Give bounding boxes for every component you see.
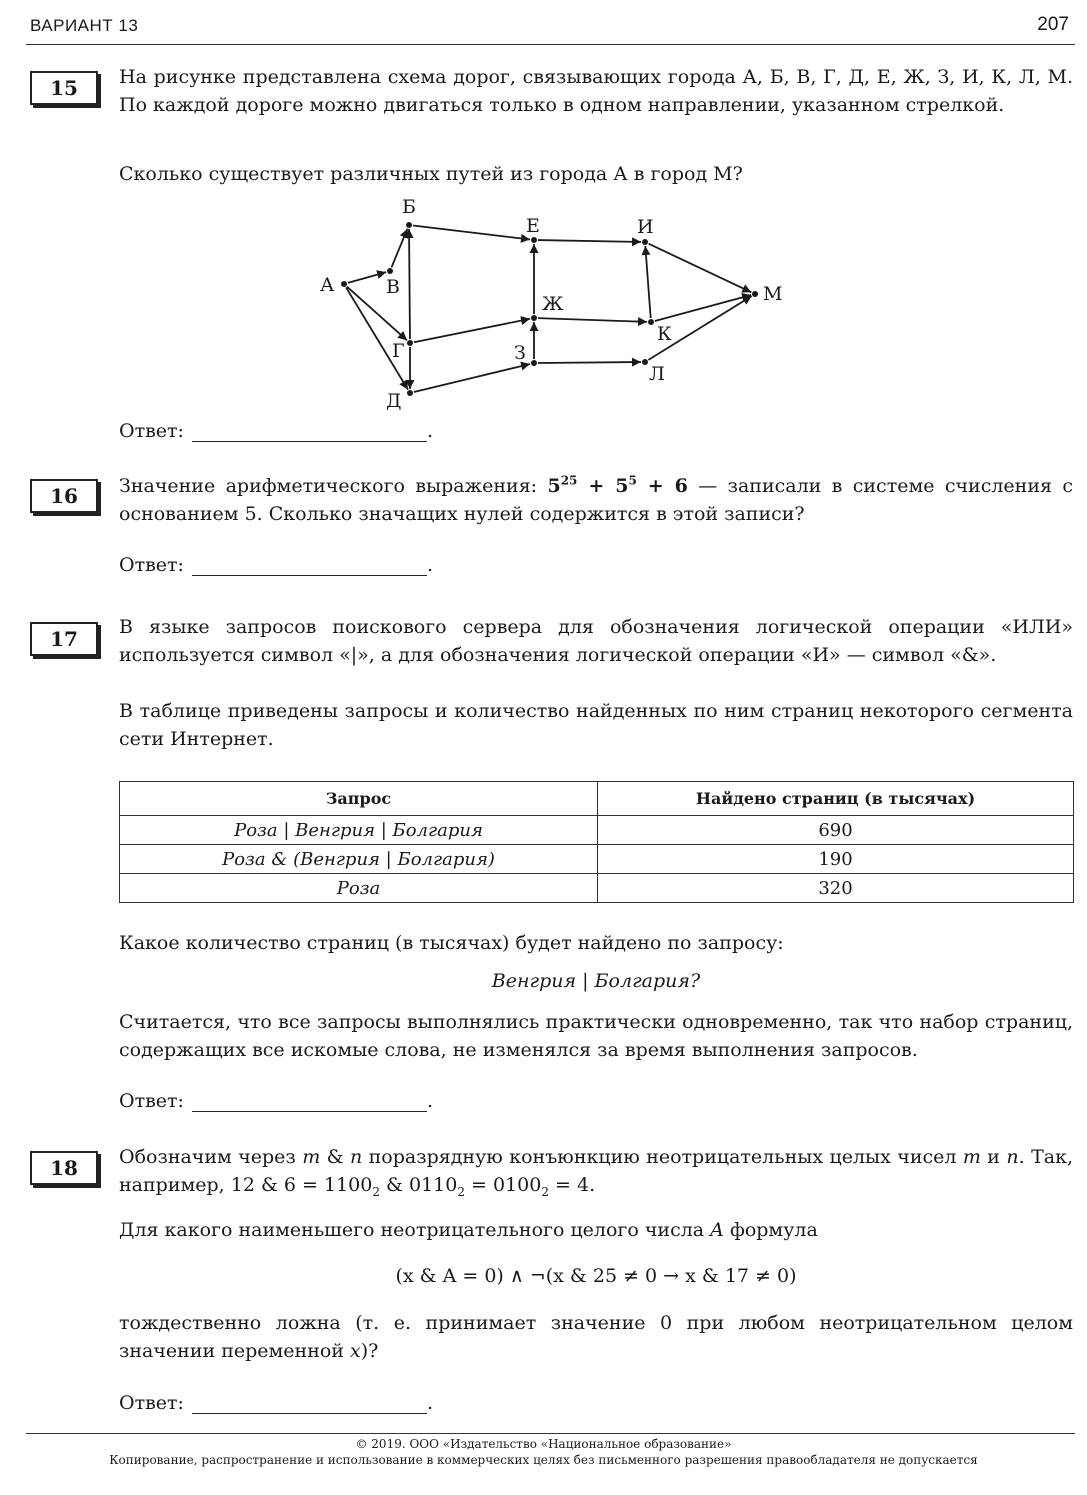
city-node <box>407 390 413 396</box>
city-node <box>341 281 347 287</box>
task-18-condition: тождественно ложна (т. е. принимает значение 0 при любом неотрицательном целом значении переменной x)? <box>119 1312 1073 1362</box>
city-node <box>531 237 537 243</box>
city-label: Л <box>649 363 665 385</box>
task-15-question: Сколько существует различных путей из города А в город М? <box>119 163 743 185</box>
city-node <box>648 319 654 325</box>
task-17-question: Какое количество страниц (в тысячах) будет найдено по запросу: <box>119 932 784 954</box>
city-node <box>407 340 413 346</box>
city-node <box>642 239 648 245</box>
city-label: Е <box>526 215 540 237</box>
copyright-notice: Копирование, распространение и использование в коммерческих целях без письменного разрешения правообладателя не допускается <box>109 1453 978 1467</box>
task-18-formula: (x & A = 0) ∧ ¬(x & 25 ≠ 0 → x & 17 ≠ 0) <box>395 1265 797 1287</box>
table-row <box>120 874 1074 903</box>
task-17-intro: В языке запросов поискового сервера для обозначения логической операции «ИЛИ» используется символ «|», а для обозначения логической операции «И» — символ «&». <box>119 616 1073 666</box>
table-header: Найдено страниц (в тысячах) <box>598 782 1074 816</box>
task-17-note: Считается, что все запросы выполнялись практически одновременно, так что набор страниц, содержащих все искомые слова, не изменялся за время выполнения запросов. <box>119 1011 1073 1061</box>
city-node <box>387 268 393 274</box>
answer-field[interactable] <box>192 1091 427 1112</box>
city-node <box>531 360 537 366</box>
road-a-v <box>348 272 386 283</box>
task-16-text: Значение арифметического выражения: $5^{25} + 5^5 + 6$ — записали в системе счисления с основанием 5. Сколько значащих нулей содержится в этой записи? <box>119 473 1074 525</box>
query-cell: Роза <box>120 874 598 903</box>
road-e-i <box>538 240 641 242</box>
answer-dot: . <box>426 1090 433 1112</box>
city-label: Ж <box>542 293 564 315</box>
table-header-row <box>120 782 1074 816</box>
road-i-m <box>649 244 752 293</box>
query-cell: Роза | Венгрия | Болгария <box>120 816 598 845</box>
footer-divider <box>26 1433 1075 1434</box>
answer-label: Ответ: <box>119 420 184 442</box>
task-17-intro2: В таблице приведены запросы и количество найденных по ним страниц некоторого сегмента сети Интернет. <box>119 700 1073 750</box>
city-node <box>406 222 412 228</box>
road-zh-k <box>538 318 647 322</box>
city-label: Д <box>386 390 402 412</box>
city-node <box>752 291 758 297</box>
variant-title: ВАРИАНТ 13 <box>30 16 139 35</box>
task-18-question: Для какого наименьшего неотрицательного целого числа A формула <box>119 1219 818 1241</box>
answer-label: Ответ: <box>119 1392 184 1414</box>
answer-field[interactable] <box>192 1393 427 1414</box>
copyright: © 2019. ООО «Издательство «Национальное образование» <box>355 1437 732 1451</box>
city-node <box>531 315 537 321</box>
task-16-number: 16 <box>30 479 98 513</box>
road-g-zh <box>414 319 530 342</box>
city-node <box>642 359 648 365</box>
task-15-answer <box>119 420 433 442</box>
task-17-number: 17 <box>30 622 98 656</box>
query-cell: Роза & (Венгрия | Болгария) <box>120 845 598 874</box>
task-15-number: 15 <box>30 71 98 105</box>
road-d-z <box>414 364 530 392</box>
page-number: 207 <box>1037 14 1069 35</box>
city-label: К <box>657 323 672 345</box>
task-16-answer <box>119 554 433 576</box>
answer-field[interactable] <box>192 421 427 442</box>
city-label: А <box>320 274 335 296</box>
task-18-definition: Обозначим через m & n поразрядную конъюнкцию неотрицательных целых чисел m и n. Так, например, 12 & $6 = 1100_2$ & $0110_2 = 0100_2 = 4$. <box>119 1146 1074 1199</box>
road-a-d <box>346 287 408 389</box>
city-label: В <box>386 276 400 298</box>
city-label: И <box>637 216 654 238</box>
count-cell: 690 <box>598 816 1074 845</box>
answer-dot: . <box>426 420 433 442</box>
road-g-b <box>409 229 410 339</box>
road-b-e <box>413 225 530 239</box>
task-17-query: Венгрия | Болгария? <box>491 970 701 992</box>
table-header: Запрос <box>120 782 598 816</box>
city-label: М <box>763 283 783 305</box>
table-row <box>120 845 1074 874</box>
task-18-number: 18 <box>30 1151 98 1185</box>
answer-dot: . <box>426 1392 433 1414</box>
task-18-answer <box>119 1392 433 1414</box>
road-graph <box>0 0 1087 420</box>
task-17-answer <box>119 1090 433 1112</box>
road-z-l <box>538 362 641 363</box>
answer-dot: . <box>426 554 433 576</box>
road-v-b <box>392 229 408 268</box>
count-cell: 320 <box>598 874 1074 903</box>
answer-label: Ответ: <box>119 554 184 576</box>
answer-field[interactable] <box>192 555 427 576</box>
query-table <box>119 781 1074 903</box>
city-label: Г <box>392 340 405 362</box>
count-cell: 190 <box>598 845 1074 874</box>
answer-label: Ответ: <box>119 1090 184 1112</box>
city-label: З <box>514 342 526 364</box>
road-k-i <box>645 246 650 318</box>
road-k-m <box>655 295 751 321</box>
task-15-intro: На рисунке представлена схема дорог, связывающих города А, Б, В, Г, Д, Е, Ж, З, И, К, Л, М. По каждой дороге можно двигаться только в одном направлении, указанном стрелкой. <box>119 66 1073 116</box>
city-label: Б <box>402 196 416 218</box>
table-row <box>120 816 1074 845</box>
